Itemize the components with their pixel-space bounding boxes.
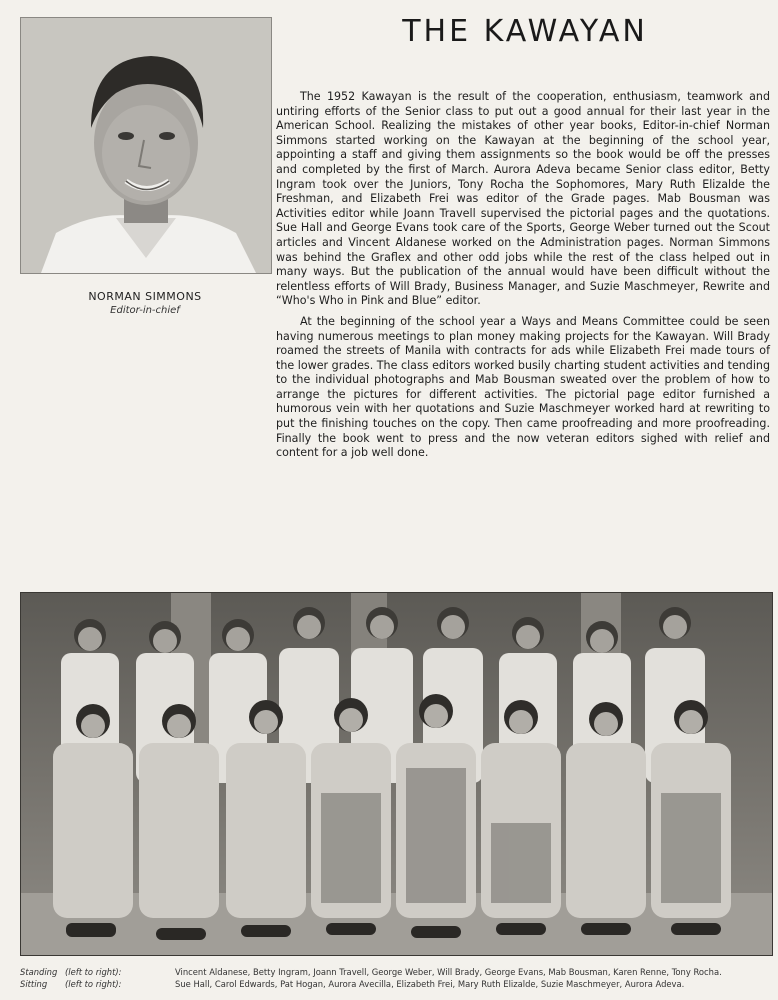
photo-credits [20,966,771,990]
standing-names: Vincent Aldanese, Betty Ingram, Joann Travell, George Weber, Will Brady, George Evans, Mab Bousman, Karen Renne, Tony Rocha. [175,967,722,977]
page-title: THE KAWAYAN [402,14,648,49]
credits-standing [20,966,771,978]
standing-label: Standing [20,967,58,977]
sitting-names: Sue Hall, Carol Edwards, Pat Hogan, Aurora Avecilla, Elizabeth Frei, Mary Ruth Elizalde, Suzie Maschmeyer, Aurora Adeva. [175,979,685,989]
portrait-role: Editor-in-chief [110,305,180,316]
article-body [276,90,770,467]
editor-portrait-photo [20,17,272,274]
group-photo [20,592,773,956]
sitting-direction: (left to right): [65,979,122,989]
paragraph-2: At the beginning of the school year a Ways and Means Committee could be seen having numerous meetings to plan money making projects for the Kawayan. Will Brady roamed the streets of Manila with contracts for ads while Elizabeth Frei made tours of the lower grades. The class editors worked busily charting student activities and tending to the individual photographs and Mab Bousman sweated over the problem of how to arrange the pictures for different activities. The pictorial page editor furnished a humorous vein with her quotations and Suzie Maschmeyer worked hard at rewriting to put the finishing touches on the copy. Then came proofreading and more proofreading. Finally the book went to press and the now veteran editors sighed with relief and content for a job well done. [276,314,770,460]
standing-direction: (left to right): [65,967,122,977]
portrait-caption [20,290,270,316]
sitting-label: Sitting [20,979,48,989]
paragraph-1: The 1952 Kawayan is the result of the cooperation, enthusiasm, teamwork and untiring efforts of the Senior class to put out a good annual for their last year in the American School. Realizing the mistakes of other year books, Editor-in-chief Norman Simmons started working on the Kawayan at the beginning of the school year, appointing a staff and giving them assignments so the book would be off the presses and completed by the first of March. Aurora Adeva became Senior class editor, Betty Ingram took over the Juniors, Tony Rocha the Sophomores, Mary Ruth Elizalde the Freshman, and Elizabeth Frei was editor of the Grade pages. Mab Bousman was Activities editor while Joann Travell supervised the pictorial pages and the quotations. Sue Hall and George Evans took care of the Sports, George Weber turned out the Scout articles and Vincent Aldanese worked on the Administration pages. Norman Simmons was behind the Graflex and other odd jobs while the rest of the class helped out in many ways. But the publication of the annual would have been difficult without the relentless efforts of Will Brady, Business Manager, and Suzie Maschmeyer, Rewrite and “Who's Who in Pink and Blue” editor. [276,90,770,308]
portrait-name: NORMAN SIMMONS [88,290,202,303]
credits-sitting [20,978,771,990]
